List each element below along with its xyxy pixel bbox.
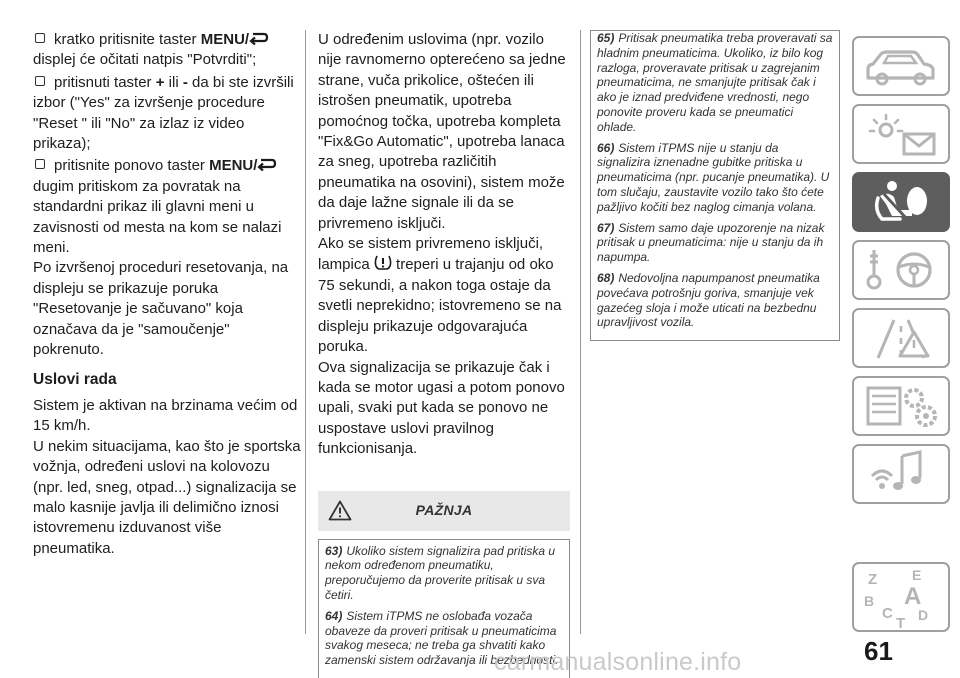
tab-car[interactable]	[852, 36, 950, 96]
warning-title: PAŽNJA	[415, 501, 473, 518]
index-letter: D	[918, 607, 929, 623]
conditions-paragraph-2: U nekim situacijama, kao što je sportska vožnja, određeni uslovi na kolovozu (npr. led, sneg, otpad...) signalizacija se malo kasnije javlja ili delimično iznosi istovremenu izduvanost više pneumatika.	[33, 437, 301, 557]
return-arrow-icon	[249, 32, 269, 45]
note-item: 68) Nedovoljna napumpanost pneumatika povećava potrošnju goriva, smanjuje vek gazećeg sloja i može uticati na bezbednu upravljivost vozila.	[597, 270, 820, 330]
menu-key-label: MENU/	[200, 31, 250, 48]
note-item: 65) Pritisak pneumatika treba proveravati sa hladnim pneumaticima. Ukoliko, iz bilo kog razloga, proveravate pritisak u zagrejanim pneumaticima, ne smanjujte pritisak čak i ako je iznad predviđene vrednosti, nego ponovite proveru kada se pneumatici ohlade.	[597, 31, 833, 134]
tab-multimedia[interactable]	[852, 444, 950, 504]
tab-warning-lights[interactable]	[852, 104, 950, 164]
warning-lights-icon	[854, 106, 948, 162]
watermark-text: carmanualsonline.info	[494, 648, 742, 676]
checkbox-bullet-icon	[35, 76, 45, 86]
middle-column	[318, 30, 570, 678]
page-number: 61	[864, 636, 893, 666]
conditions-paragraph-3: U određenim uslovima (npr. vozilo nije ravnomerno opterećeno sa jedne strane, vuča prikolice, oštećen ili istrošen pneumatik, upotreba pomoćnog točka, upotreba kompleta "Fix&Go Automatic", upotreba lanaca za sneg, upotreba različitih pneumatika na osovini), sistem može da daje lažne signale ili da se privremeno isključi.	[318, 31, 566, 232]
checkbox-bullet-icon	[35, 33, 45, 43]
column-divider	[305, 30, 306, 634]
tab-starting-driving[interactable]	[852, 240, 950, 300]
tab-index[interactable]	[852, 562, 950, 632]
tab-emergency[interactable]	[852, 308, 950, 368]
index-letter: E	[912, 567, 922, 583]
note-item: 64) Sistem iTPMS ne oslobađa vozača obaveze da proveri pritisak u pneumaticima svakog meseca; ne treba ga shvatiti kako zamenski sistem održavanja ili bezbednosti.	[325, 608, 559, 668]
tab-maintenance[interactable]	[852, 376, 950, 436]
menu-key-label: MENU/	[209, 157, 258, 175]
notes-box	[590, 30, 840, 341]
section-heading: Uslovi rada	[33, 370, 117, 388]
conditions-paragraph-1: Sistem je aktivan na brzinama većim od 15 km/h.	[33, 396, 298, 435]
note-item: 63) Ukoliko sistem signalizira pad pritiska u nekom određenom pneumatiku, preporučujemo da proverite pritisak u sva četiri.	[325, 543, 556, 602]
left-column	[33, 30, 301, 559]
note-item: 67) Sistem samo daje upozorenje na nizak pritisak u pneumaticima: nije u stanju da ih napumpa.	[597, 220, 825, 265]
maintenance-icon	[854, 378, 948, 434]
multimedia-icon	[854, 446, 948, 502]
index-icon	[854, 564, 948, 630]
warning-bar	[318, 491, 570, 531]
reset-paragraph: Po izvršenoj proceduri resetovanja, na displeju se prikazuje poruka "Resetovanje je sačuvano" koja označava da je "samoučenje" pokrenuto.	[33, 259, 289, 359]
bullet-1: kratko pritisnite taster MENU/ displej će očitati natpis "Potvrditi";	[33, 30, 301, 71]
column-divider	[580, 30, 581, 634]
index-letter: A	[904, 583, 922, 610]
car-icon	[854, 38, 948, 94]
index-letter: Z	[868, 571, 878, 588]
road-emergency-icon	[854, 310, 948, 366]
return-arrow-icon	[257, 158, 277, 171]
lamp-paragraph: Ako se sistem privremeno isključi, lampica treperi u trajanju od oko 75 sekundi, a nakon toga ostaje da svetli neprekidno; istovremeno se na displeju prikazuje odgovarajuća poruka.	[318, 235, 562, 356]
checkbox-bullet-icon	[35, 159, 45, 169]
key-steering-wheel-icon	[854, 242, 948, 298]
index-letter: T	[896, 615, 906, 630]
index-letter: C	[882, 605, 893, 622]
airbag-seat-icon	[854, 174, 948, 230]
tire-pressure-warning-icon	[374, 254, 392, 271]
note-item: 66) Sistem iTPMS nije u stanju da signalizira iznenadne gubitke pritiska u pneumaticima (npr. pucanje pneumatika). U tom slučaju, zaustavite vozilo tako što ćete pažljivo kočiti bez naglog cimanja volana.	[597, 140, 830, 214]
bullet-3: pritisnite ponovo taster MENU/ dugim pritiskom za povratak na standardni prikaz ili glavni meni u zavisnosti od mesta na kom se nalazi meni.	[33, 157, 282, 257]
signal-paragraph: Ova signalizacija se prikazuje čak i kada se motor ugasi a potom ponovo upali, svaki put kada se ponovo ne uspostave uslovi pravilnog funkcionisanja.	[318, 358, 565, 458]
tab-safety[interactable]	[852, 172, 950, 232]
index-letter: B	[864, 593, 875, 609]
bullet-2: pritisnuti taster + ili - da bi ste izvršili izbor ("Yes" za izvršenje procedure "Reset " ili "No" za izlaz iz video prikaza);	[33, 73, 294, 153]
